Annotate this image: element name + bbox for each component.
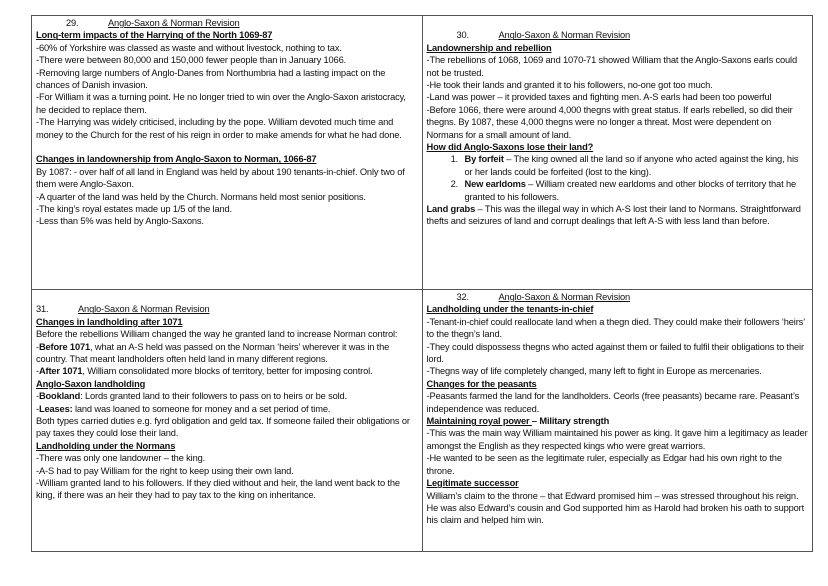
paragraph: Before the rebellions William changed the way he granted land to increase Norman control: — [36, 329, 398, 340]
section-heading: Changes in landholding after 1071 — [36, 316, 183, 327]
numbered-list — [427, 153, 809, 203]
section-heading: How did Anglo-Saxons lose their land? — [426, 142, 594, 153]
paragraph: -A quarter of the land was held by the Church. Normans held most senior positions. — [36, 191, 366, 202]
paragraph: -Tenant-in-chief could reallocate land when a thegn died. They could make their followers ‘heirs’ to the thegn’s land. — [426, 316, 805, 340]
paragraph: -He wanted to be seen as the legitimate ruler, especially as Edgar had his own right to the throne. — [426, 453, 782, 476]
section-heading: Long-term impacts of the Harrying of the North 1069-87 — [36, 30, 273, 41]
paragraph: Land grabs – This was the illegal way in which A-S lost their land to Normans. Straightforward thefts and seizures of land and corrupt dealings that left A-S with less land than before. — [426, 204, 801, 227]
paragraph: -Thegns way of life completely changed, many left to fight in Europe as mercenaries. — [426, 366, 762, 377]
paragraph: -They could dispossess thegns who acted against them or failed to fulfil their obligations to their lord. — [426, 341, 804, 365]
section-heading: Landholding under the Normans — [36, 440, 176, 451]
section-heading: Changes in landownership from Anglo-Saxon to Norman, 1066-87 — [36, 154, 317, 165]
section-heading: Landownership and rebellion — [426, 42, 552, 53]
revision-table — [31, 15, 813, 552]
list-item: 2. New earldoms – William created new earldoms and other blocks of territory that he granted to his followers. — [461, 178, 809, 203]
paragraph: -This was the main way William maintained his power as king. It gave him a legitimacy as leader amongst the English as they respected kings who were great warriors. — [426, 428, 808, 451]
paragraph: -He took their lands and granted it to his followers, no-one got too much. — [426, 80, 713, 91]
paragraph: Both types carried duties e.g. fyrd obligation and geld tax. If someone failed their obligations or pay taxes they could lose their land. — [36, 416, 410, 439]
cell-32 — [422, 290, 813, 552]
paragraph: -The king’s royal estates made up 1/5 of the land. — [36, 204, 232, 215]
paragraph: -There were between 80,000 and 150,000 fewer people than in January 1066. — [36, 55, 347, 66]
section-heading: Landholding under the tenants-in-chief — [426, 304, 594, 315]
section-heading: Changes for the peasants — [426, 378, 537, 389]
paragraph: -After 1071, William consolidated more blocks of territory, better for imposing control. — [36, 366, 373, 377]
paragraph: -Removing large numbers of Anglo-Danes from Northumbria had a lasting impact on the chances of Danish invasion. — [36, 67, 386, 91]
section-heading: Legitimate successor — [426, 478, 519, 489]
cell-title: 29. Anglo-Saxon & Norman Revision — [66, 18, 240, 28]
paragraph: -For William it was a turning point. He no longer tried to win over the Anglo-Saxon aristocracy, he decided to replace them. — [36, 92, 406, 115]
cell-29 — [32, 16, 423, 290]
paragraph: -Bookland: Lords granted land to their followers to pass on to heirs or be sold. — [36, 391, 347, 402]
list-item: 1. By forfeit – The king owned all the land so if anyone who acted against the king, his or her lands could be forfeited (lost to the king). — [461, 153, 809, 178]
cell-title: 31. Anglo-Saxon & Norman Revision — [36, 304, 210, 315]
cell-31 — [32, 290, 423, 552]
paragraph: -The Harrying was widely criticised, including by the pope. William devoted much time and money to the Church for the rest of his reign in order to make amends for what he had done. — [36, 117, 402, 140]
paragraph: -Leases: land was loaned to someone for money and a set period of time. — [36, 403, 331, 414]
section-heading: Maintaining royal power – Military strength — [426, 416, 610, 427]
paragraph: -The rebellions of 1068, 1069 and 1070-71 showed William that the Anglo-Saxons earls could not be trusted. — [426, 55, 797, 78]
paragraph: -Before 1066, there were around 4,000 thegns with great status. If earls rebelled, so did their thegns. By 1087, these 4,000 thegns were no longer a threat. Most were dependent on Normans for a small amount of land. — [426, 104, 793, 140]
paragraph: By 1087: - over half of all land in England was held by about 190 tenants-in-chief. Only two of them were Anglo-Saxon. — [36, 166, 405, 190]
paragraph: -60% of Yorkshire was classed as waste and without livestock, nothing to tax. — [36, 42, 342, 53]
paragraph: William’s claim to the throne – that Edward promised him – was stressed throughout his reign. He was also Edward’s cousin and God supported him as Harold had broken his oath to support his claim and helped him win. — [426, 490, 805, 526]
paragraph: -Less than 5% was held by Anglo-Saxons. — [36, 216, 204, 227]
paragraph: -A-S had to pay William for the right to keep using their own land. — [36, 465, 294, 476]
cell-title: 32. Anglo-Saxon & Norman Revision — [456, 292, 631, 302]
cell-title: 30. Anglo-Saxon & Norman Revision — [456, 30, 631, 41]
cell-30 — [422, 16, 813, 290]
paragraph: -There was only one landowner – the king. — [36, 453, 206, 464]
paragraph: -Before 1071, what an A-S held was passed on the Norman ‘heirs’ wherever it was in the country. That meant landholders often held land in many different regions. — [36, 341, 390, 365]
paragraph: -William granted land to his followers. If they died without and heir, the land went back to the king, if there was an heir they had to pay tax to the king on inheritance. — [36, 478, 400, 501]
paragraph: -Land was power – it provided taxes and fighting men. A-S earls had been too powerful — [426, 92, 772, 103]
section-heading: Anglo-Saxon landholding — [36, 378, 146, 389]
paragraph: -Peasants farmed the land for the landholders. Ceorls (free peasants) became rare. Peasant’s independence was reduced. — [426, 391, 800, 414]
